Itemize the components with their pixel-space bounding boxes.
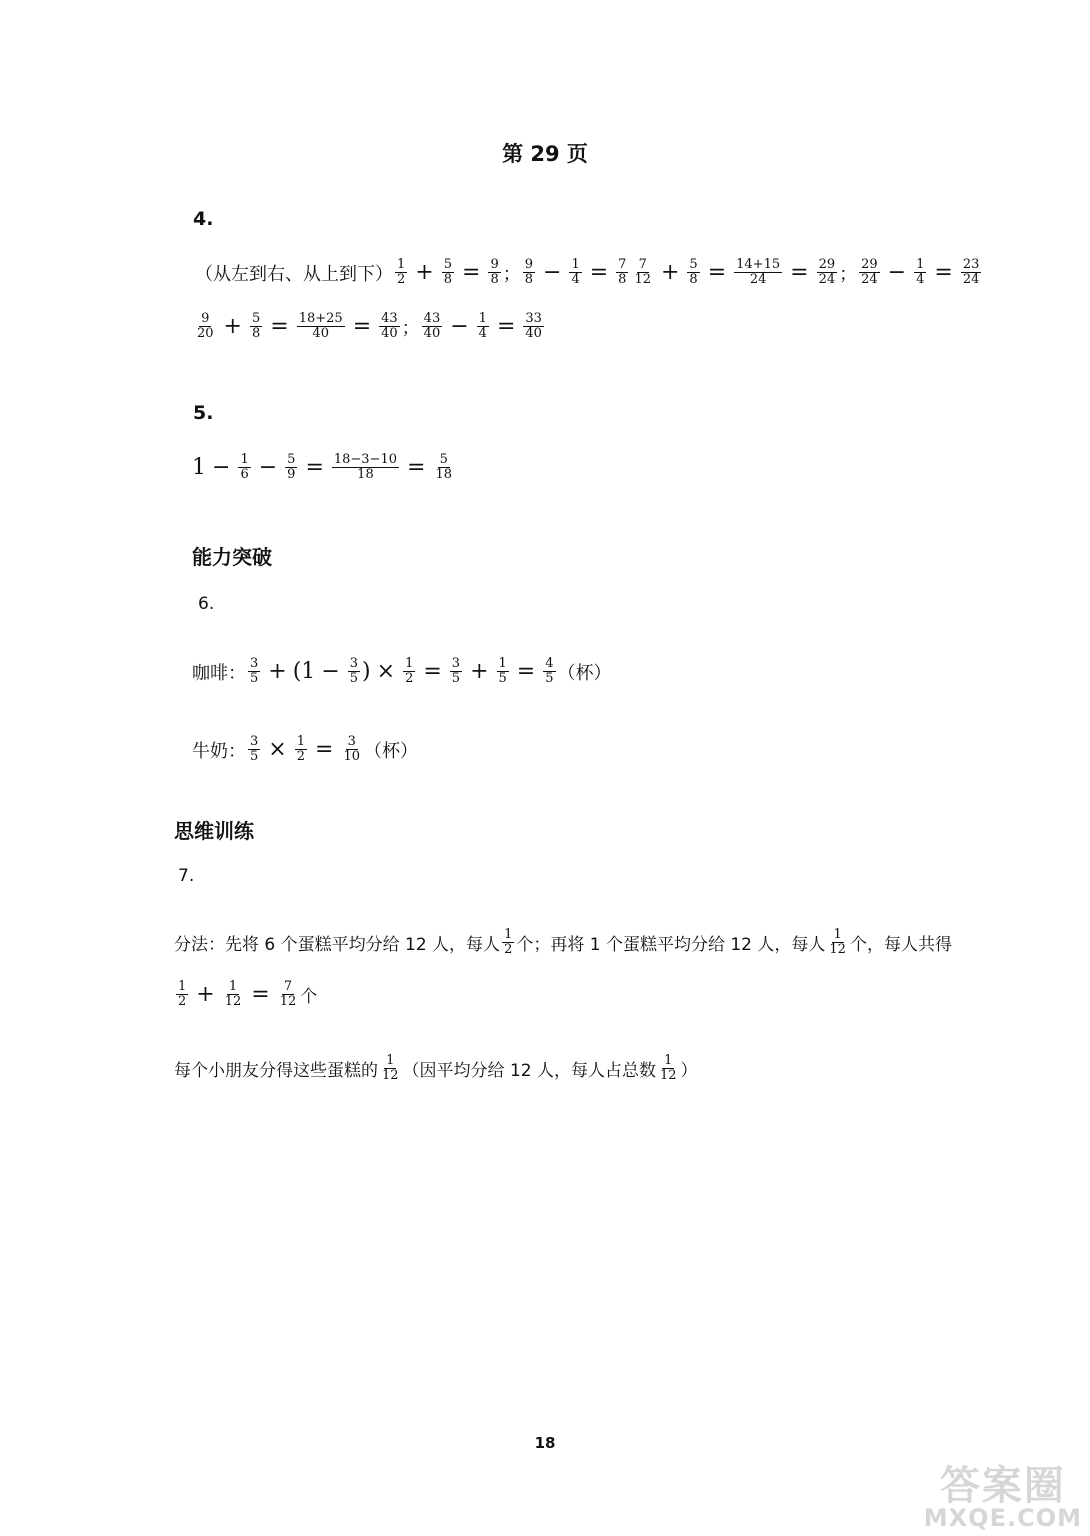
q4-prefix: （从左到右、从上到下） xyxy=(195,263,393,285)
fraction: $\frac{14+15}{24}$ xyxy=(736,257,781,287)
question-6-coffee: 咖啡： $\frac{3}{5}$ + (1 − $\frac{3}{5}$ ) × $\frac{1}{2}$ = $\frac{3}{5}$ + $\frac{1}{5}$ = $\frac{4}{5}$ （杯） xyxy=(192,656,612,686)
fraction: $\frac{5}{18}$ xyxy=(435,452,452,482)
coffee-label: 咖啡： xyxy=(192,662,246,684)
question-4-line-1: （从左到右、从上到下） $\frac{1}{2}$ + $\frac{5}{8}$ = $\frac{9}{8}$ ； $\frac{9}{8}$ − $\frac{1}{4}$ = $\frac{7}{8}$ $\frac{7}{12}$ + $\frac{5}{8}$ = $\frac{14+15}{24}$ = $\frac{29}{24}$ ； $\frac{29}{24}$ − $\frac{1}{4}$ = $\frac{23}{24}$ xyxy=(195,257,980,287)
fraction: $\frac{3}{5}$ xyxy=(451,656,461,686)
unit-cups: （杯） xyxy=(557,662,612,684)
paren: (1 xyxy=(292,659,316,684)
number: 1 xyxy=(192,455,206,480)
fraction: $\frac{1}{2}$ xyxy=(296,734,305,764)
fraction: $\frac{1}{2}$ xyxy=(405,656,414,686)
fraction: $\frac{1}{4}$ xyxy=(478,311,487,341)
text: 个，每人共得 xyxy=(849,935,952,955)
question-5-expression: 1 − $\frac{1}{6}$ − $\frac{5}{9}$ = $\frac{18-3-10}{18}$ = $\frac{5}{18}$ xyxy=(192,452,452,482)
fraction: $\frac{7}{12}$ xyxy=(634,257,651,287)
milk-label: 牛奶： xyxy=(192,740,246,762)
separator: ； xyxy=(502,263,521,285)
fraction: $\frac{3}{10}$ xyxy=(343,734,360,764)
unit-cups: （杯） xyxy=(363,740,418,762)
fraction: $\frac{23}{24}$ xyxy=(962,257,980,287)
separator: ； xyxy=(839,263,858,285)
fraction: $\frac{1}{6}$ xyxy=(240,452,249,482)
fraction: $\frac{9}{8}$ xyxy=(524,257,533,287)
question-4-line-2: $\frac{9}{20}$ + $\frac{5}{8}$ = $\frac{18+25}{40}$ = $\frac{43}{40}$ ； $\frac{43}{40}$ − $\frac{1}{4}$ = $\frac{33}{40}$ xyxy=(197,311,542,341)
question-6-number: 6. xyxy=(198,594,215,614)
fraction: $\frac{18+25}{40}$ xyxy=(298,311,343,341)
watermark-line-2: MXQE.COM xyxy=(923,1504,1082,1532)
question-7-number: 7. xyxy=(178,866,195,886)
section-heading-ability: 能力突破 xyxy=(192,545,272,569)
section-heading-thinking: 思维训练 xyxy=(174,819,254,843)
fraction: $\frac{43}{40}$ xyxy=(423,311,441,341)
fraction: $\frac{1}{4}$ xyxy=(916,257,925,287)
question-7-line-3 xyxy=(174,1054,698,1083)
paren: ) xyxy=(362,659,371,684)
fraction: $\frac{29}{24}$ xyxy=(861,257,878,287)
watermark xyxy=(923,1463,1082,1532)
text: 个；再将 1 个蛋糕平均分给 12 人，每人 xyxy=(516,935,826,955)
text: 分法：先将 6 个蛋糕平均分给 12 人，每人 xyxy=(174,935,501,955)
fraction: $\frac{7}{12}$ xyxy=(279,979,297,1009)
fraction: $\frac{3}{5}$ xyxy=(250,656,259,686)
fraction: $\frac{5}{8}$ xyxy=(251,311,261,341)
fraction: $\frac{1}{2}$ xyxy=(504,927,513,957)
watermark-line-1: 答案圈 xyxy=(939,1463,1066,1509)
fraction: $\frac{18-3-10}{18}$ xyxy=(333,452,398,482)
fraction: $\frac{1}{12}$ xyxy=(829,927,846,957)
separator: ； xyxy=(401,317,420,339)
text: 每个小朋友分得这些蛋糕的 xyxy=(174,1061,378,1081)
fraction: $\frac{1}{2}$ xyxy=(178,979,187,1009)
fraction: $\frac{5}{8}$ xyxy=(689,257,698,287)
fraction: $\frac{1}{12}$ xyxy=(660,1053,677,1083)
question-6-milk: 牛奶： $\frac{3}{5}$ × $\frac{1}{2}$ = $\frac{3}{10}$ （杯） xyxy=(192,734,418,764)
fraction: $\frac{29}{24}$ xyxy=(818,257,836,287)
fraction: $\frac{9}{20}$ xyxy=(197,311,214,341)
question-4-number: 4. xyxy=(193,208,214,230)
fraction: $\frac{9}{8}$ xyxy=(490,257,499,287)
fraction: $\frac{3}{5}$ xyxy=(349,656,359,686)
text: ） xyxy=(680,1061,698,1081)
fraction: $\frac{5}{8}$ xyxy=(443,257,452,287)
fraction: $\frac{1}{12}$ xyxy=(382,1053,399,1083)
question-7-line-1 xyxy=(174,928,952,957)
question-7-line-2: $\frac{1}{2}$ + $\frac{1}{12}$ = $\frac{7}{12}$ 个 xyxy=(178,979,318,1009)
fraction: $\frac{1}{5}$ xyxy=(498,656,507,686)
fraction: $\frac{1}{4}$ xyxy=(571,257,580,287)
fraction: $\frac{43}{40}$ xyxy=(381,311,398,341)
fraction: $\frac{3}{5}$ xyxy=(250,734,259,764)
question-5-number: 5. xyxy=(193,402,214,424)
fraction: $\frac{5}{9}$ xyxy=(287,452,296,482)
text: 个 xyxy=(300,987,318,1007)
fraction: $\frac{33}{40}$ xyxy=(525,311,542,341)
page-title: 第 29 页 xyxy=(502,142,588,166)
text: （因平均分给 12 人，每人占总数 xyxy=(402,1061,656,1081)
fraction: $\frac{1}{2}$ xyxy=(397,257,406,287)
page-number: 18 xyxy=(534,1434,556,1452)
fraction: $\frac{7}{8}$ xyxy=(618,257,627,287)
fraction: $\frac{1}{12}$ xyxy=(224,979,242,1009)
fraction: $\frac{4}{5}$ xyxy=(545,656,554,686)
